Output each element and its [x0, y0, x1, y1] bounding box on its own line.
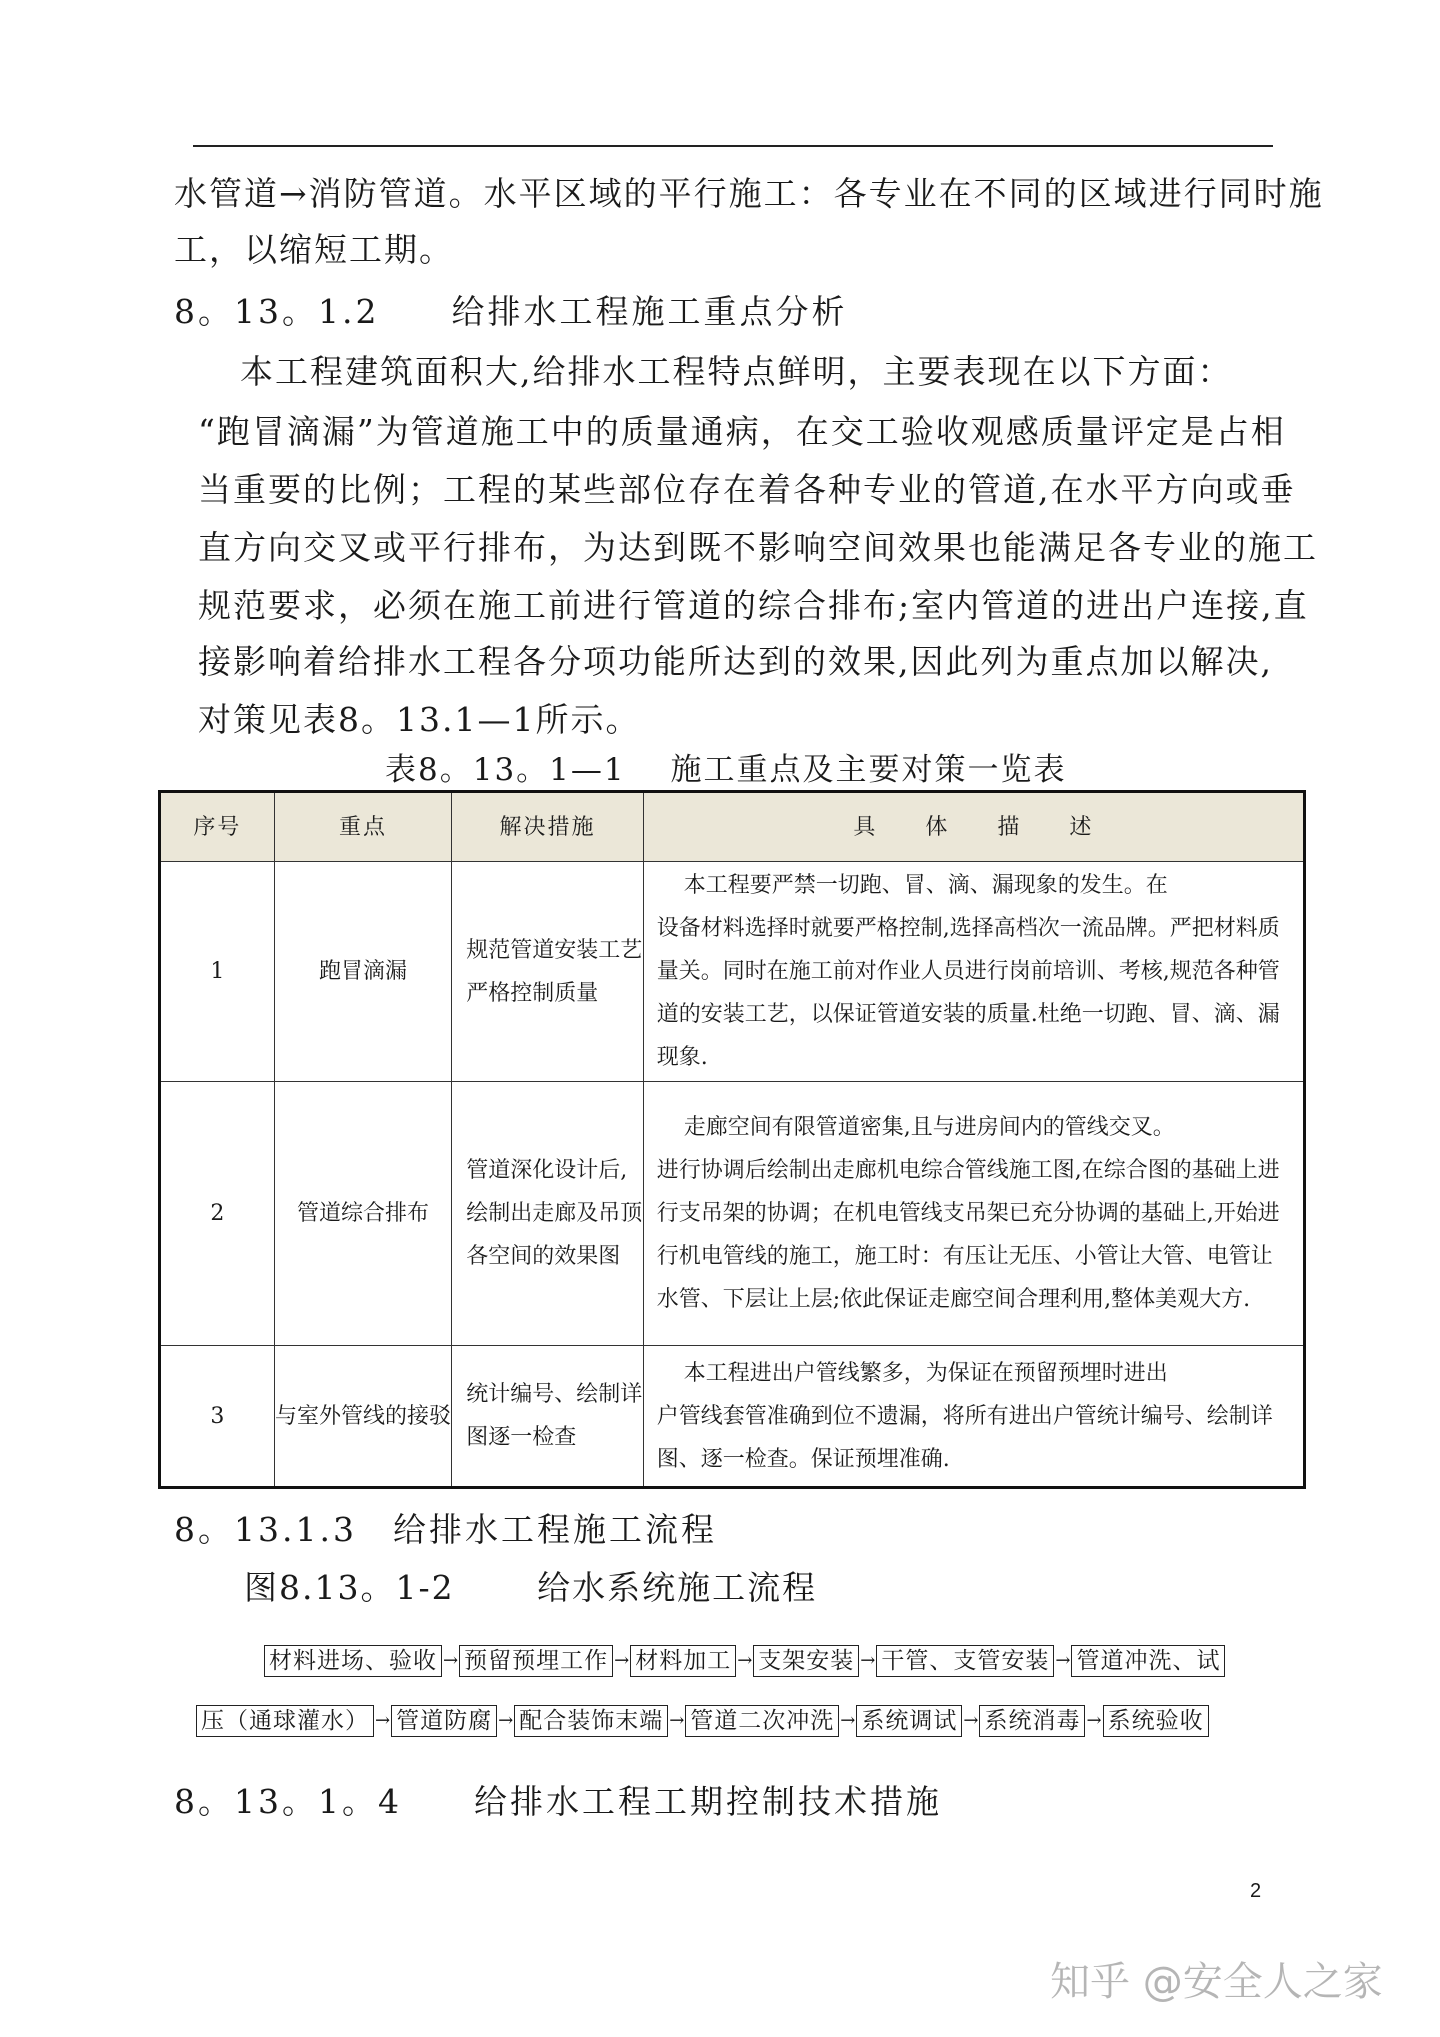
- flow-step: 材料加工: [630, 1645, 736, 1677]
- row-no: 2: [160, 1082, 275, 1346]
- flow-arrow-icon: →: [669, 1710, 685, 1731]
- flow-step: 系统调试: [856, 1705, 962, 1737]
- flow-step: 系统验收: [1103, 1705, 1209, 1737]
- paragraph-line: 直方向交叉或平行排布，为达到既不影响空间效果也能满足各专业的施工: [198, 528, 1318, 567]
- description-first-line: 走廊空间有限管道密集,且与进房间内的管线交叉。: [683, 1115, 1175, 1140]
- paragraph-line: 工，以缩短工期。: [174, 230, 454, 269]
- flow-step: 管道二次冲洗: [685, 1705, 839, 1737]
- flow-step: 管道冲洗、试: [1071, 1645, 1225, 1677]
- flow-arrow-icon: →: [840, 1710, 856, 1731]
- row-key: 管道综合排布: [274, 1082, 452, 1346]
- key-points-table: [158, 790, 1306, 1489]
- header-no: 序号: [160, 792, 275, 862]
- flow-arrow-icon: →: [1086, 1710, 1102, 1731]
- figure-caption: 图8.13。1-2 给水系统施工流程: [244, 1568, 818, 1607]
- description-first-line: 本工程进出户管线繁多，为保证在预留预埋时进出: [683, 1360, 1168, 1386]
- row-measure: 管道深化设计后,绘制出走廊及吊顶各空间的效果图: [452, 1082, 644, 1346]
- flow-chart-row-2: [196, 1705, 1209, 1737]
- section-heading-8-13-1-2: 8。13。1.2 给排水工程施工重点分析: [174, 292, 848, 331]
- description-rest: 进行协调后绘制出走廊机电综合管线施工图,在综合图的基础上进行支吊架的协调；在机电管线支吊架已充分协调的基础上,开始进行机电管线的施工，施工时：有压让无压、小管让大管、电管让水管、下层让上层;依此保证走廊空间合理利用,整体美观大方.: [656, 1158, 1280, 1312]
- flow-arrow-icon: →: [614, 1650, 630, 1671]
- flow-arrow-icon: →: [860, 1650, 876, 1671]
- header-key: 重点: [274, 792, 452, 862]
- flow-arrow-icon: →: [443, 1650, 459, 1671]
- paragraph-line: 水管道→消防管道。水平区域的平行施工：各专业在不同的区域进行同时施: [174, 174, 1324, 213]
- row-key: 跑冒滴漏: [274, 862, 452, 1082]
- flow-arrow-icon: →: [498, 1710, 514, 1731]
- flow-step: 预留预埋工作: [459, 1645, 613, 1677]
- page-number: 2: [1250, 1880, 1262, 1902]
- flow-arrow-icon: →: [1055, 1650, 1071, 1671]
- row-no: 3: [160, 1346, 275, 1488]
- flow-step: 配合装饰末端: [514, 1705, 668, 1737]
- row-description: [643, 1346, 1304, 1488]
- flow-arrow-icon: →: [737, 1650, 753, 1671]
- flow-step: 系统消毒: [979, 1705, 1085, 1737]
- flow-step: 管道防腐: [391, 1705, 497, 1737]
- section-heading-8-13-1-4: 8。13。1。4 给排水工程工期控制技术措施: [174, 1782, 942, 1821]
- paragraph-line: 当重要的比例；工程的某些部位存在着各种专业的管道,在水平方向或垂: [198, 470, 1296, 509]
- section-heading-8-13-1-3: 8。13.1.3 给排水工程施工流程: [174, 1510, 717, 1549]
- flow-arrow-icon: →: [375, 1710, 391, 1731]
- paragraph-line: 规范要求，必须在施工前进行管道的综合排布;室内管道的进出户连接,直: [198, 586, 1309, 625]
- table-caption: 表8。13。1—1 施工重点及主要对策一览表: [385, 752, 1067, 788]
- table-row: [160, 1346, 1305, 1488]
- paragraph-line: “跑冒滴漏”为管道施工中的质量通病，在交工验收观感质量评定是占相: [198, 412, 1286, 451]
- flow-step: 支架安装: [753, 1645, 859, 1677]
- flow-step: 材料进场、验收: [264, 1645, 442, 1677]
- description-rest: 设备材料选择时就要严格控制,选择高档次一流品牌。严把材料质量关。同时在施工前对作业人员进行岗前培训、考核,规范各种管道的安装工艺，以保证管道安装的质量.杜绝一切跑、冒、滴、漏现象.: [656, 916, 1280, 1070]
- description-first-line: 本工程要严禁一切跑、冒、滴、漏现象的发生。在: [683, 873, 1168, 898]
- row-description: [643, 862, 1304, 1082]
- row-key: 与室外管线的接驳: [274, 1346, 452, 1488]
- row-measure: 统计编号、绘制详图逐一检查: [452, 1346, 644, 1488]
- table-row: [160, 1082, 1305, 1346]
- header-rule: [193, 145, 1273, 147]
- paragraph-line: 对策见表8。13.1—1所示。: [198, 700, 641, 739]
- flow-arrow-icon: →: [963, 1710, 979, 1731]
- description-rest: 户管线套管准确到位不遗漏，将所有进出户管统计编号、绘制详图、逐一检查。保证预埋准确.: [656, 1403, 1273, 1472]
- row-measure: 规范管道安装工艺严格控制质量: [452, 862, 644, 1082]
- flow-step: 压（通球灌水）: [196, 1705, 374, 1737]
- header-description: 具 体 描 述: [643, 792, 1304, 862]
- paragraph-line: 接影响着给排水工程各分项功能所达到的效果,因此列为重点加以解决,: [198, 642, 1273, 681]
- row-description: [643, 1082, 1304, 1346]
- row-no: 1: [160, 862, 275, 1082]
- flow-step: 干管、支管安装: [876, 1645, 1054, 1677]
- table-header-row: [160, 792, 1305, 862]
- paragraph-line: 本工程建筑面积大,给排水工程特点鲜明，主要表现在以下方面：: [240, 352, 1233, 391]
- header-measure: 解决措施: [452, 792, 644, 862]
- watermark: 知乎 @安全人之家: [1050, 1959, 1383, 2005]
- flow-chart-row-1: [264, 1645, 1225, 1677]
- table-row: [160, 862, 1305, 1082]
